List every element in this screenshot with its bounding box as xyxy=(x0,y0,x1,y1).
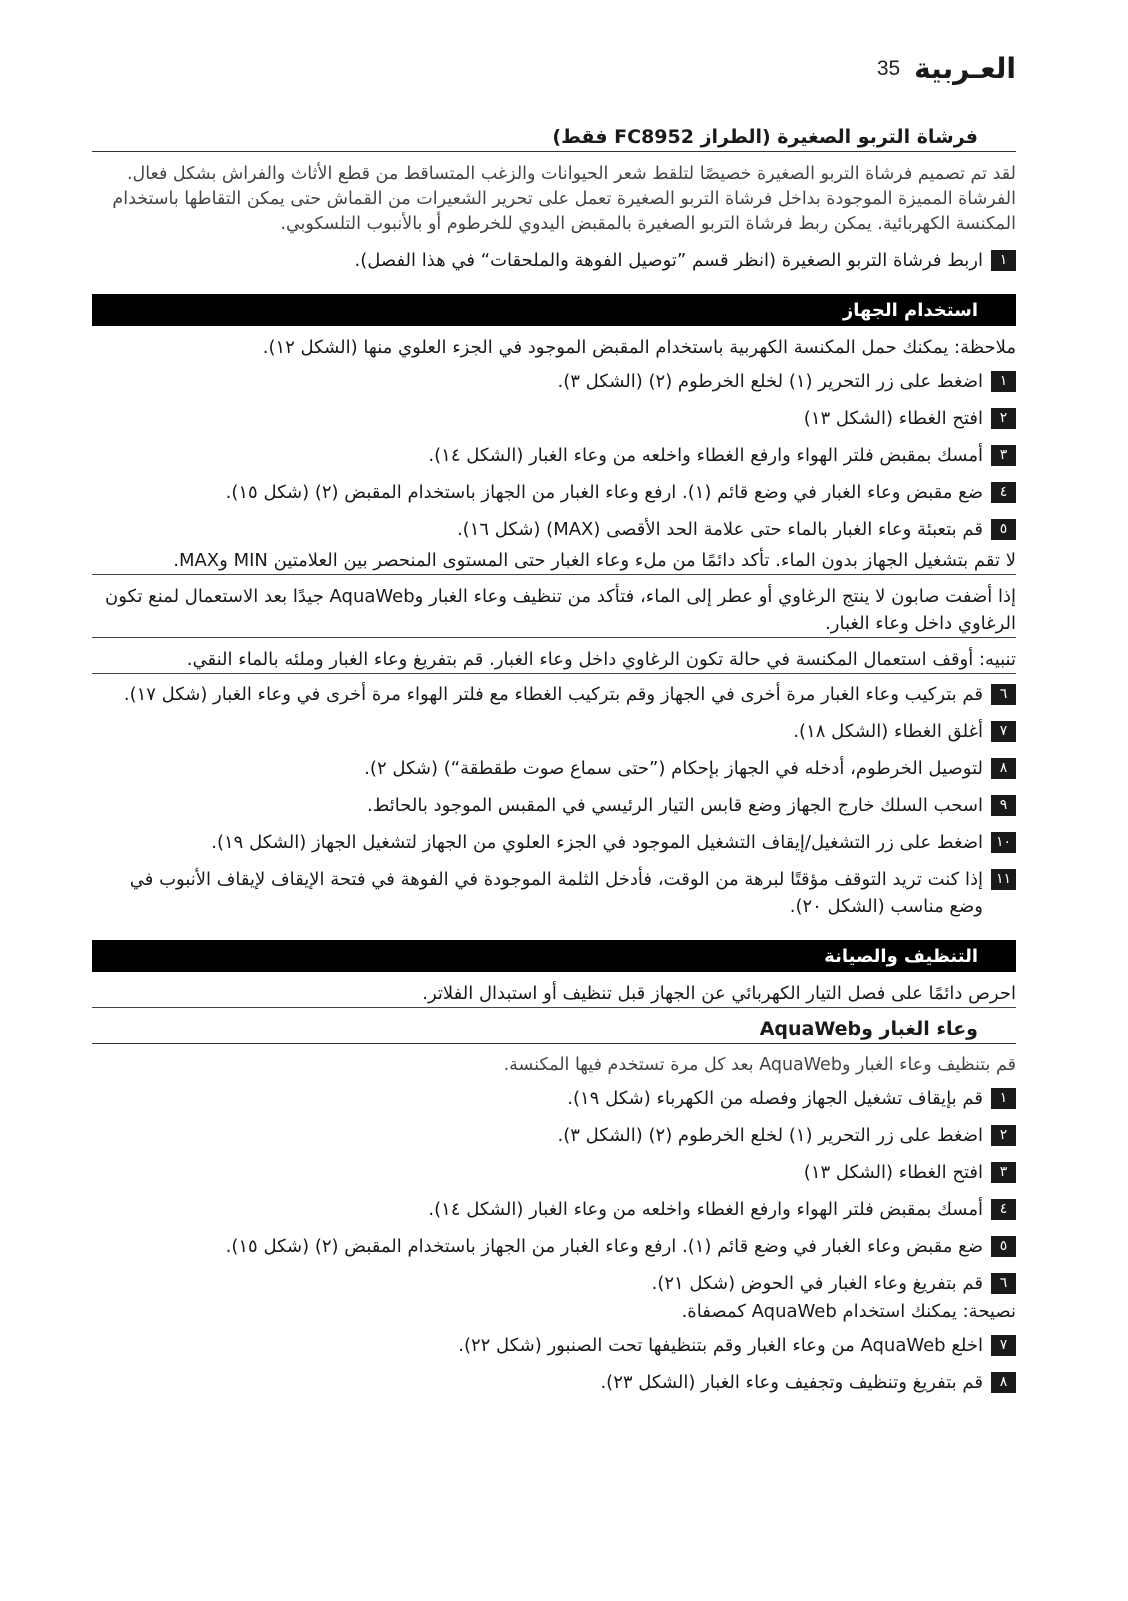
use-steps-list-a xyxy=(92,368,1016,543)
step-number: ٦ xyxy=(991,684,1016,705)
cleaning-heading: التنظيف والصيانة xyxy=(92,940,1016,972)
step-number: ١٠ xyxy=(991,832,1016,853)
step-number: ١ xyxy=(991,250,1016,271)
clean-steps-list-b xyxy=(92,1332,1016,1396)
turbo-steps-list xyxy=(92,247,1016,274)
page-header xyxy=(877,52,1016,85)
step-text: اضغط على زر التشغيل/إيقاف التشغيل الموجود في الجزء العلوي من الجهاز لتشغيل الجهاز (الشكل ١٩). xyxy=(211,832,983,853)
turbo-brush-intro: لقد تم تصميم فرشاة التربو الصغيرة خصيصًا لتلقط شعر الحيوانات والزغب المتساقط من قطع الأثاث والفراش بشكل فعال. الفرشاة المميزة الموجودة بداخل فرشاة التربو الصغيرة تعمل على تحرير الشعيرات من القماش حتى يمكن التقاطها باستخدام المكنسة الكهربائية. يمكن ربط فرشاة التربو الصغيرة بالمقبض اليدوي للخرطوم أو بالأنبوب التلسكوبي. xyxy=(112,164,1016,234)
dust-container-heading: وعاء الغبار وAquaWeb xyxy=(92,1014,1016,1044)
clean-steps-list-a xyxy=(92,1085,1016,1297)
step-item xyxy=(92,1122,1016,1149)
step-number: ١١ xyxy=(991,869,1016,890)
step-number: ٨ xyxy=(991,1372,1016,1393)
step-item xyxy=(92,1233,1016,1260)
step-number: ٧ xyxy=(991,721,1016,742)
step-text: اضغط على زر التحرير (١) لخلع الخرطوم (٢) (الشكل ٣). xyxy=(557,371,983,392)
step-item xyxy=(92,516,1016,543)
step-number: ١ xyxy=(991,1088,1016,1109)
step-text: اسحب السلك خارج الجهاز وضع قابس التيار الرئيسي في المقبس الموجود بالحائط. xyxy=(366,795,983,816)
page-content xyxy=(92,122,1016,1396)
step-number: ٢ xyxy=(991,1125,1016,1146)
step-number: ٧ xyxy=(991,1335,1016,1356)
step-text: ضع مقبض وعاء الغبار في وضع قائم (١). ارفع وعاء الغبار من الجهاز باستخدام المقبض (٢) (شكل ١٥). xyxy=(225,482,983,503)
language-title: العـربية xyxy=(914,52,1016,85)
step-item xyxy=(92,247,1016,274)
warning-no-water: لا تقم بتشغيل الجهاز بدون الماء. تأكد دائمًا من ملء وعاء الغبار حتى المستوى المنحصر بين العلامتين MIN وMAX. xyxy=(92,547,1016,575)
step-item xyxy=(92,1332,1016,1359)
step-text: أمسك بمقبض فلتر الهواء وارفع الغطاء واخلعه من وعاء الغبار (الشكل ١٤). xyxy=(428,445,983,466)
caution-foam: تنبيه: أوقف استعمال المكنسة في حالة تكون الرغاوي داخل وعاء الغبار. قم بتفريغ وعاء الغبار وملئه بالماء النقي. xyxy=(92,646,1016,674)
page-number: 35 xyxy=(876,56,901,80)
step-text: افتح الغطاء (الشكل ١٣) xyxy=(803,1162,983,1183)
step-number: ٥ xyxy=(991,519,1016,540)
step-text: قم بتفريغ وتنظيف وتجفيف وعاء الغبار (الشكل ٢٣). xyxy=(600,1372,983,1393)
step-number: ٢ xyxy=(991,408,1016,429)
step-item xyxy=(92,755,1016,782)
step-text: قم بتفريغ وعاء الغبار في الحوض (شكل ٢١). xyxy=(651,1273,983,1294)
step-item xyxy=(92,829,1016,856)
warning-unplug: احرص دائمًا على فصل التيار الكهربائي عن الجهاز قبل تنظيف أو استبدال الفلاتر. xyxy=(92,980,1016,1008)
step-number: ١ xyxy=(991,371,1016,392)
step-text: أمسك بمقبض فلتر الهواء وارفع الغطاء واخلعه من وعاء الغبار (الشكل ١٤). xyxy=(428,1199,983,1220)
step-number: ٦ xyxy=(991,1273,1016,1294)
step-item xyxy=(92,405,1016,432)
step-item xyxy=(92,1159,1016,1186)
step-item xyxy=(92,368,1016,395)
step-text: قم بإيقاف تشغيل الجهاز وفصله من الكهرباء (شكل ١٩). xyxy=(567,1088,983,1109)
step-item xyxy=(92,1196,1016,1223)
use-note: ملاحظة: يمكنك حمل المكنسة الكهربية باستخدام المقبض الموجود في الجزء العلوي منها (الشكل ١٢). xyxy=(262,337,1016,358)
step-number: ٤ xyxy=(991,1199,1016,1220)
use-steps-list-b xyxy=(92,681,1016,920)
step-item xyxy=(92,442,1016,469)
step-text: أغلق الغطاء (الشكل ١٨). xyxy=(793,721,983,742)
step-item xyxy=(92,479,1016,506)
step-number: ٣ xyxy=(991,445,1016,466)
step-text: اربط فرشاة التربو الصغيرة (انظر قسم ”توصيل الفوهة والملحقات“ في هذا الفصل). xyxy=(354,250,983,271)
step-number: ٤ xyxy=(991,482,1016,503)
step-number: ٨ xyxy=(991,758,1016,779)
step-item xyxy=(92,1270,1016,1297)
step-number: ٣ xyxy=(991,1162,1016,1183)
step-text: إذا كنت تريد التوقف مؤقتًا لبرهة من الوقت، فأدخل الثلمة الموجودة في الفوهة في فتحة الإيقاف لإيقاف الأنبوب في وضع مناسب (الشكل ٢٠). xyxy=(129,869,983,917)
step-number: ٥ xyxy=(991,1236,1016,1257)
step-text: قم بتعبئة وعاء الغبار بالماء حتى علامة الحد الأقصى (MAX) (شكل ١٦). xyxy=(456,519,983,540)
step-number: ٩ xyxy=(991,795,1016,816)
using-appliance-heading: استخدام الجهاز xyxy=(92,294,1016,326)
step-text: قم بتركيب وعاء الغبار مرة أخرى في الجهاز وقم بتركيب الغطاء مع فلتر الهواء مرة أخرى في وعاء الغبار (شكل ١٧). xyxy=(123,684,983,705)
turbo-brush-heading: فرشاة التربو الصغيرة (الطراز FC8952 فقط) xyxy=(92,122,1016,152)
step-item xyxy=(92,1369,1016,1396)
cleaning-intro: قم بتنظيف وعاء الغبار وAquaWeb بعد كل مرة تستخدم فيها المكنسة. xyxy=(503,1055,1016,1075)
step-text: اضغط على زر التحرير (١) لخلع الخرطوم (٢) (الشكل ٣). xyxy=(557,1125,983,1146)
step-text: اخلع AquaWeb من وعاء الغبار وقم بتنظيفها تحت الصنبور (شكل ٢٢). xyxy=(458,1335,983,1356)
step-item xyxy=(92,1085,1016,1112)
warning-foam: إذا أضفت صابون لا ينتج الرغاوي أو عطر إلى الماء، فتأكد من تنظيف وعاء الغبار وAquaWeb جيدًا بعد الاستعمال لمنع تكون الرغاوي داخل وعاء الغبار. xyxy=(92,583,1016,638)
step-text: ضع مقبض وعاء الغبار في وضع قائم (١). ارفع وعاء الغبار من الجهاز باستخدام المقبض (٢) (شكل ١٥). xyxy=(225,1236,983,1257)
step-item xyxy=(92,792,1016,819)
step-item xyxy=(92,681,1016,708)
step-text: افتح الغطاء (الشكل ١٣) xyxy=(803,408,983,429)
tip-text: نصيحة: يمكنك استخدام AquaWeb كمصفاة. xyxy=(681,1301,1016,1322)
step-item xyxy=(92,718,1016,745)
step-text: لتوصيل الخرطوم، أدخله في الجهاز بإحكام (”حتى سماع صوت طقطقة“) (شكل ٢). xyxy=(364,758,983,779)
step-item xyxy=(92,866,1016,920)
